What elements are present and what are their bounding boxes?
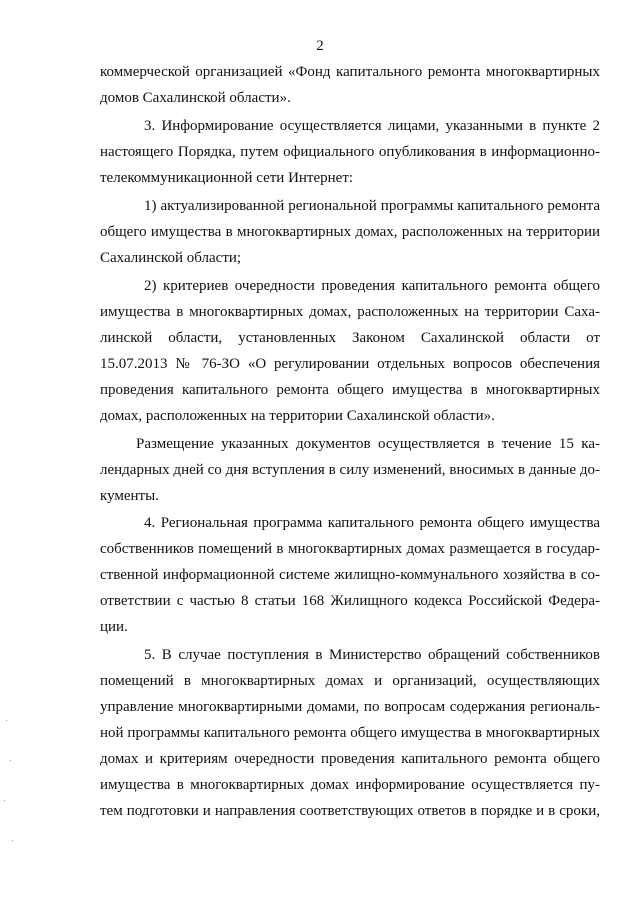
text-line: домах и критериям очередности проведения капитального ремонта общего — [100, 751, 600, 767]
text-line: тем подготовки и направления соответствующих ответов в порядке и в сроки, — [100, 803, 600, 819]
text-line: проведения капитального ремонта общего имущества в многоквартирных — [100, 382, 600, 398]
text-line: ной программы капитального ремонта общего имущества в многоквартирных — [100, 725, 600, 741]
text-line: ответствии с частью 8 статьи 168 Жилищного кодекса Российской Федера- — [100, 593, 600, 609]
text-line: собственников помещений в многоквартирных домах размещается в государ- — [100, 541, 600, 557]
scan-speck — [10, 760, 11, 761]
text-line: Размещение указанных документов осуществляется в течение 15 ка- — [136, 436, 600, 452]
text-line: 4. Региональная программа капитального ремонта общего имущества — [144, 515, 600, 531]
text-line: лендарных дней со дня вступления в силу изменений, вносимых в данные до- — [100, 462, 600, 478]
text-line: помещений в многоквартирных домах и организаций, осуществляющих — [100, 673, 600, 689]
text-line: домах, расположенных на территории Сахалинской области». — [100, 408, 495, 424]
text-line: настоящего Порядка, путем официального опубликования в информационно- — [100, 144, 600, 160]
text-line: управление многоквартирными домами, по вопросам содержания региональ- — [100, 699, 600, 715]
text-line: 5. В случае поступления в Министерство обращений собственников — [144, 647, 600, 663]
scan-speck — [12, 840, 13, 841]
scan-speck — [4, 800, 5, 801]
text-line: телекоммуникационной сети Интернет: — [100, 170, 354, 186]
text-line: 15.07.2013 № 76-ЗО «О регулировании отдельных вопросов обеспечения — [100, 356, 600, 372]
text-line: Сахалинской области; — [100, 250, 242, 266]
text-line: общего имущества в многоквартирных домах, расположенных на территории — [100, 224, 600, 240]
text-line: имущества в многоквартирных домах, расположенных на территории Саха- — [100, 304, 600, 320]
text-line: ции. — [100, 619, 128, 635]
text-line: имущества в многоквартирных домах информирование осуществляется пу- — [100, 777, 600, 793]
text-line: 1) актуализированной региональной программы капитального ремонта — [144, 198, 600, 214]
scan-speck — [6, 720, 7, 721]
text-line: 3. Информирование осуществляется лицами, указанными в пункте 2 — [144, 118, 600, 134]
text-line: коммерческой организацией «Фонд капитального ремонта многоквартирных — [100, 64, 600, 80]
text-line: кументы. — [100, 488, 159, 504]
text-line: домов Сахалинской области». — [100, 90, 291, 106]
page-number: 2 — [316, 38, 324, 54]
text-line: ственной информационной системе жилищно-коммунального хозяйства в со- — [100, 567, 600, 583]
text-line: линской области, установленных Законом Сахалинской области от — [100, 330, 600, 346]
text-line: 2) критериев очередности проведения капитального ремонта общего — [144, 278, 600, 294]
